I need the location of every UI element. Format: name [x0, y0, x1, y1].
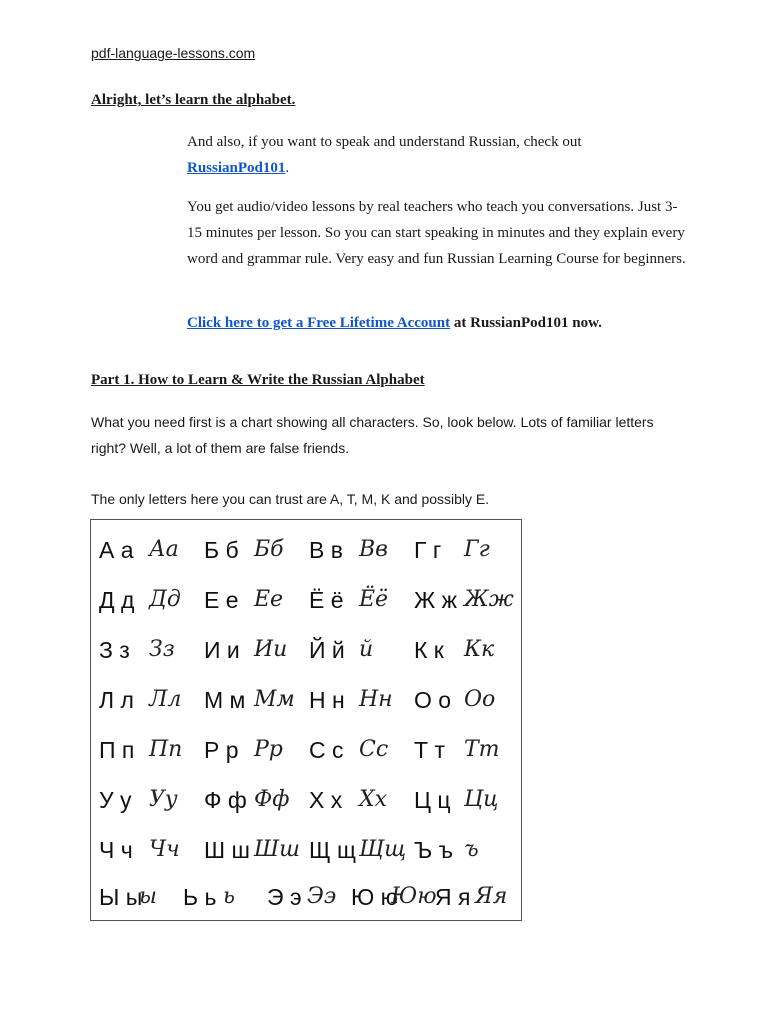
cursive-letter-pair: Шш: [254, 837, 300, 862]
printed-letter-pair: Г г: [414, 537, 442, 563]
printed-letter-pair: Ъ ъ: [414, 837, 453, 863]
printed-letter-pair: З з: [99, 637, 130, 663]
cursive-letter-pair: ь: [223, 884, 235, 909]
printed-letter-pair: А а: [99, 537, 134, 563]
alphabet-row: [91, 730, 521, 770]
cursive-letter-pair: Яя: [475, 884, 508, 909]
printed-letter-pair: П п: [99, 737, 135, 763]
cursive-letter-pair: Жж: [464, 587, 514, 612]
cursive-letter-pair: Дд: [149, 587, 181, 612]
printed-letter-pair: Щ щ: [309, 837, 356, 863]
free-account-link[interactable]: Click here to get a Free Lifetime Account: [187, 315, 451, 331]
cursive-letter-pair: й: [359, 637, 374, 662]
cursive-letter-pair: Ии: [254, 637, 288, 662]
cursive-letter-pair: Вв: [359, 537, 388, 562]
alphabet-row: [91, 680, 521, 720]
cursive-letter-pair: Аа: [149, 537, 179, 562]
printed-letter-pair: Е е: [204, 587, 239, 613]
printed-letter-pair: Ё ё: [309, 587, 344, 613]
cursive-letter-pair: Пп: [149, 737, 183, 762]
printed-letter-pair: Й й: [309, 637, 345, 663]
cursive-letter-pair: Оо: [464, 687, 496, 712]
alphabet-chart: [90, 519, 522, 921]
part1-paragraph: What you need first is a chart showing all characters. So, look below. Lots of familiar letters right? Well, a lot of them are false friends.: [91, 414, 654, 456]
alphabet-row: [91, 830, 521, 870]
printed-letter-pair: Н н: [309, 687, 345, 713]
cursive-letter-pair: Хх: [359, 787, 388, 812]
cursive-letter-pair: Юю: [391, 884, 437, 909]
intro-heading: Alright, let’s learn the alphabet.: [91, 92, 296, 108]
printed-letter-pair: О о: [414, 687, 452, 713]
printed-letter-pair: Д д: [99, 587, 135, 613]
printed-letter-pair: Х х: [309, 787, 343, 813]
printed-letter-pair: Э э: [267, 884, 302, 910]
russianpod101-link[interactable]: RussianPod101: [187, 160, 286, 176]
printed-letter-pair: Ф ф: [204, 787, 247, 813]
cta-rest: at RussianPod101 now.: [450, 315, 602, 331]
printed-letter-pair: М м: [204, 687, 246, 713]
cursive-letter-pair: Чч: [149, 837, 180, 862]
cursive-letter-pair: Уу: [149, 787, 178, 812]
promo-period: .: [285, 160, 290, 176]
alphabet-row: [91, 630, 521, 670]
cursive-letter-pair: Бб: [254, 537, 284, 562]
printed-letter-pair: Ш ш: [204, 837, 250, 863]
part1-heading: Part 1. How to Learn & Write the Russian Alphabet: [91, 372, 425, 388]
alphabet-row: [91, 580, 521, 620]
promo-cta: [187, 310, 687, 336]
cursive-letter-pair: Лл: [149, 687, 182, 712]
promo-text: And also, if you want to speak and understand Russian, check out: [187, 134, 582, 150]
printed-letter-pair: Ь ь: [183, 884, 217, 910]
printed-letter-pair: У у: [99, 787, 132, 813]
cursive-letter-pair: Фф: [254, 787, 290, 812]
cursive-letter-pair: Ээ: [307, 884, 337, 909]
promo-paragraph-2: You get audio/video lessons by real teachers who teach you conversations. Just 3-15 minutes per lesson. So you can start speaking in minutes and they explain every word and grammar rule. Very easy and fun Russian Learning Course for beginners.: [187, 199, 686, 267]
cursive-letter-pair: Сс: [359, 737, 389, 762]
printed-letter-pair: К к: [414, 637, 444, 663]
cursive-letter-pair: Тт: [464, 737, 500, 762]
printed-letter-pair: Ж ж: [414, 587, 458, 613]
printed-letter-pair: Ц ц: [414, 787, 451, 813]
alphabet-row: [91, 877, 521, 917]
cursive-letter-pair: Кк: [464, 637, 495, 662]
alphabet-row: [91, 530, 521, 570]
printed-letter-pair: Л л: [99, 687, 134, 713]
printed-letter-pair: Я я: [435, 884, 471, 910]
cursive-letter-pair: Нн: [359, 687, 393, 712]
cursive-letter-pair: Зз: [149, 637, 175, 662]
cursive-letter-pair: ъ: [464, 837, 479, 862]
printed-letter-pair: И и: [204, 637, 240, 663]
printed-letter-pair: Ы ы: [99, 884, 143, 910]
printed-letter-pair: Б б: [204, 537, 239, 563]
cursive-letter-pair: Рр: [254, 737, 283, 762]
alphabet-row: [91, 780, 521, 820]
cursive-letter-pair: Цц: [464, 787, 499, 812]
cursive-letter-pair: Ёё: [359, 587, 389, 612]
cursive-letter-pair: Ее: [254, 587, 284, 612]
printed-letter-pair: С с: [309, 737, 344, 763]
printed-letter-pair: В в: [309, 537, 343, 563]
printed-letter-pair: Т т: [414, 737, 445, 763]
cursive-letter-pair: Щщ: [359, 837, 407, 862]
site-url[interactable]: pdf-language-lessons.com: [91, 45, 256, 61]
promo-paragraph-1: [187, 129, 687, 181]
trust-paragraph: The only letters here you can trust are A, T, M, K and possibly E.: [91, 491, 490, 507]
printed-letter-pair: Р р: [204, 737, 239, 763]
cursive-letter-pair: Гг: [464, 537, 490, 562]
printed-letter-pair: Ю ю: [351, 884, 398, 910]
cursive-letter-pair: ы: [139, 884, 157, 909]
cursive-letter-pair: Мм: [254, 687, 295, 712]
printed-letter-pair: Ч ч: [99, 837, 133, 863]
